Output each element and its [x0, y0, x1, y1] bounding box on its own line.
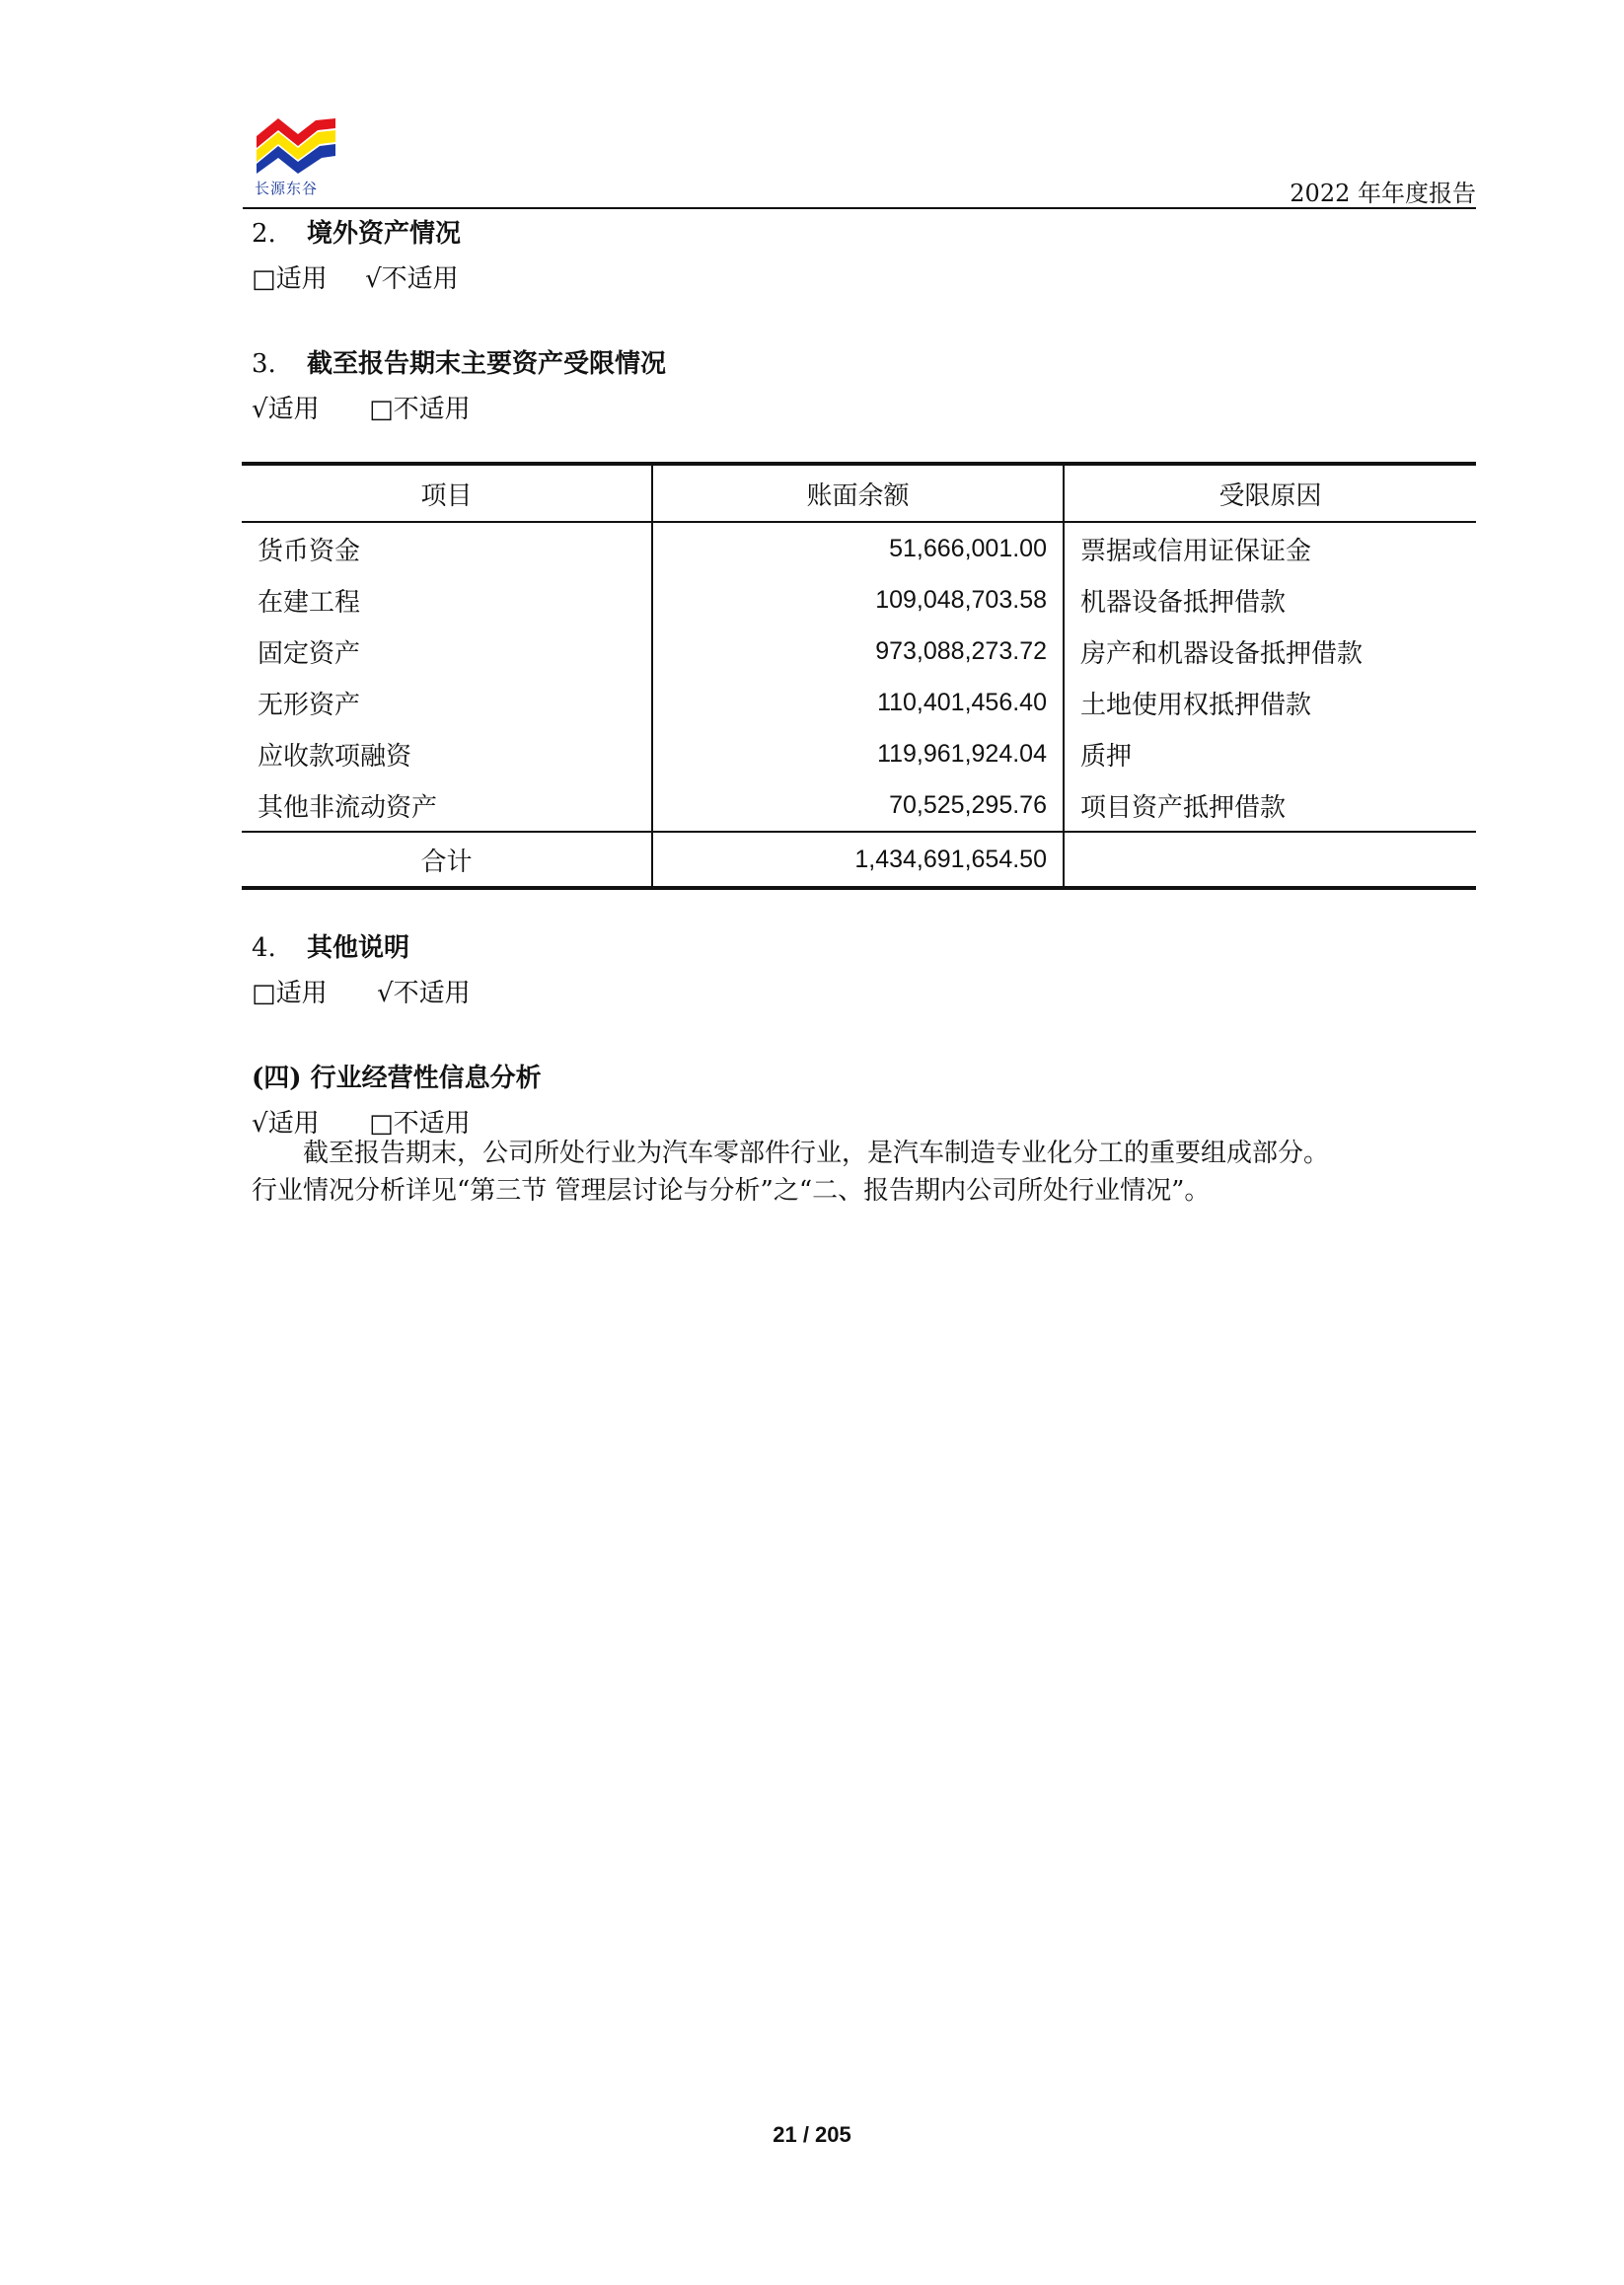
- table-row: [242, 626, 1476, 677]
- page-number: 21 / 205: [773, 2122, 851, 2147]
- table-row: [242, 522, 1476, 574]
- balance-cell: 110,401,456.40: [652, 677, 1064, 728]
- paragraph-line-2: 行业情况分析详见“第三节 管理层讨论与分析”之“二、报告期内公司所处行业情况”。: [252, 1176, 1211, 1206]
- reason-cell: 项目资产抵押借款: [1064, 779, 1476, 832]
- not-applicable-option: □不适用: [369, 1109, 471, 1139]
- table-total-row: [242, 832, 1476, 888]
- reason-cell: 房产和机器设备抵押借款: [1064, 626, 1476, 677]
- section-2-options: [252, 258, 459, 295]
- item-cell: 在建工程: [258, 587, 361, 618]
- table-header-row: [242, 464, 1476, 522]
- section-3-title: 截至报告期末主要资产受限情况: [307, 349, 667, 379]
- section-4-title: 其他说明: [307, 933, 410, 963]
- balance-cell: 119,961,924.04: [652, 728, 1064, 779]
- section-2-title: 境外资产情况: [307, 219, 462, 249]
- section-2-number: 2.: [252, 219, 276, 249]
- column-header-balance: 账面余额: [652, 464, 1064, 522]
- item-cell: 固定资产: [258, 638, 361, 669]
- not-applicable-option: √不适用: [377, 979, 471, 1008]
- company-logo: [255, 114, 337, 203]
- section-3-heading: [252, 343, 666, 380]
- table-row: [242, 677, 1476, 728]
- total-label-cell: 合计: [242, 832, 652, 888]
- total-reason-cell: [1064, 832, 1476, 888]
- column-header-item: 项目: [242, 464, 652, 522]
- section-iv-heading: (四) 行业经营性信息分析: [252, 1064, 542, 1093]
- paragraph-line-1: 截至报告期末，公司所处行业为汽车零部件行业，是汽车制造专业化分工的重要组成部分。: [303, 1139, 1330, 1168]
- restricted-assets-table: [242, 462, 1476, 890]
- table-row: [242, 728, 1476, 779]
- not-applicable-option: √不适用: [365, 264, 459, 294]
- applicable-option: □适用: [252, 979, 328, 1008]
- header-divider: [243, 207, 1476, 209]
- item-cell: 其他非流动资产: [258, 792, 438, 823]
- balance-cell: 51,666,001.00: [652, 522, 1064, 574]
- section-2-heading: [252, 213, 461, 250]
- reason-cell: 票据或信用证保证金: [1064, 522, 1476, 574]
- item-cell: 无形资产: [258, 690, 361, 720]
- section-4-heading: [252, 927, 409, 964]
- applicable-option: √适用: [252, 395, 320, 424]
- balance-cell: 973,088,273.72: [652, 626, 1064, 677]
- balance-cell: 109,048,703.58: [652, 574, 1064, 626]
- logo-waves-icon: [255, 114, 337, 176]
- industry-analysis-paragraph: [252, 1135, 1475, 1210]
- reason-cell: 机器设备抵押借款: [1064, 574, 1476, 626]
- column-header-reason: 受限原因: [1064, 464, 1476, 522]
- section-3-options: [252, 389, 471, 425]
- balance-cell: 70,525,295.76: [652, 779, 1064, 832]
- table-row: [242, 574, 1476, 626]
- section-4-options: [252, 973, 471, 1009]
- report-title: 2022 年年度报告: [1290, 180, 1476, 207]
- section-3-number: 3.: [252, 349, 276, 379]
- reason-cell: 质押: [1064, 728, 1476, 779]
- table-row: [242, 779, 1476, 832]
- section-4-number: 4.: [252, 933, 276, 963]
- applicable-option: √适用: [252, 1109, 320, 1139]
- total-balance-cell: 1,434,691,654.50: [652, 832, 1064, 888]
- logo-text: 长源东谷: [255, 180, 319, 197]
- not-applicable-option: □不适用: [369, 395, 471, 424]
- item-cell: 应收款项融资: [258, 741, 412, 772]
- applicable-option: □适用: [252, 264, 328, 294]
- reason-cell: 土地使用权抵押借款: [1064, 677, 1476, 728]
- item-cell: 货币资金: [258, 536, 361, 566]
